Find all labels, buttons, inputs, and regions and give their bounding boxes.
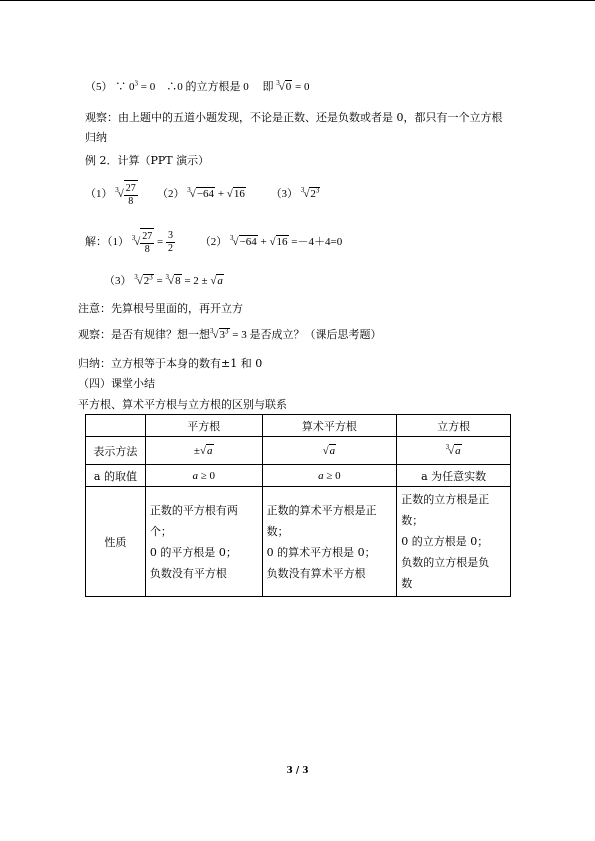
observation-line-2: 归纳 (85, 131, 107, 144)
table-caption: 平方根、算术平方根与立方根的区别与联系 (78, 398, 287, 411)
solution-2-result: =－4＋4=0 (291, 236, 343, 249)
example-2-title: 例 2．计算（PPT 演示） (85, 154, 210, 167)
property-square-root: 正数的平方根有两 个； 0 的平方根是 0； 负数没有平方根 (145, 487, 262, 597)
notation-arithmetic-root: √a (262, 437, 397, 465)
notation-square-root: ±√a (145, 437, 262, 465)
ji-text: 即 (262, 81, 274, 93)
problem-3-label: （3） (270, 188, 299, 201)
top-rule (0, 0, 595, 1)
page-number: 3 / 3 (286, 766, 309, 776)
problem-1-label: （1） (85, 188, 113, 201)
property-arithmetic-root: 正数的算术平方根是正 数； 0 的算术平方根是 0； 负数没有算术平方根 (262, 487, 397, 597)
observation-line-1: 观察：由上题中的五道小题发现，不论是正数、还是负数或者是 0，都只有一个立方根 (85, 111, 503, 124)
statement-text: 0 的立方根是 0 (177, 81, 249, 93)
because-symbol: ∵ (115, 81, 127, 93)
table-notation-row (86, 437, 511, 465)
range-label: a 的取值 (86, 465, 146, 487)
header-cube-root: 立方根 (397, 415, 511, 437)
solution-line-3: （3） $^3√2^3 = ^3√8 = 2 \pm √a$ (104, 273, 223, 287)
solution-3-result: = 2 ± (184, 275, 208, 287)
observation-2: 观察：是否有规律？想一想$^3√3^3 = 3$ 是否成立？（课后思考题） (78, 327, 382, 341)
solution-label: 解：（1） (85, 236, 129, 249)
notation-cube-root: $^3$√a (397, 437, 511, 465)
solution-line-1: 解：（1） $^3$√ $\frac{27}{8}$ = $\frac{3}{2}$ （2） $^3$√−64 + √16 =－4＋4=0 (85, 228, 342, 257)
solution-3-label: （3） (104, 275, 132, 287)
range-square-root: a ≥ 0 (145, 465, 262, 487)
problem-2-label: （2） (157, 188, 185, 201)
solution-2-label: （2） (199, 236, 228, 249)
therefore-symbol: ∴ (166, 81, 178, 93)
notation-label: 表示方法 (86, 437, 146, 465)
range-arithmetic-root: a ≥ 0 (262, 465, 397, 487)
equation-part: = 0 (140, 81, 156, 93)
observation-2-prefix: 观察：是否有规律？想一想 (78, 329, 210, 341)
example-2-problems: （1） $^3$√ $\frac{27}{8}$ （2） $^3$√−64 + √16 （3） $^3√2^3$ (85, 180, 320, 209)
property-cube-root: 正数的立方根是正 数； 0 的立方根是 0； 负数的立方根是负 数 (397, 487, 511, 597)
table-range-row (86, 465, 511, 487)
observation-2-suffix: = 3 是否成立？（课后思考题） (232, 329, 382, 341)
table-property-row (86, 487, 511, 597)
item-number: （5） (85, 81, 113, 93)
equation-part-2: = 0 (295, 81, 310, 93)
table-header-row (86, 415, 511, 437)
summary-heading: （四）课堂小结 (78, 377, 155, 390)
line-5: （5） ∵ $0^3 = 0$ ∴0 的立方根是 0 即 $^3$√0 = 0 (85, 79, 310, 93)
comparison-table (85, 414, 511, 597)
table-corner-cell (86, 415, 146, 437)
note-line: 注意：先算根号里面的，再开立方 (78, 302, 243, 315)
header-arithmetic-root: 算术平方根 (262, 415, 397, 437)
conclusion-line: 归纳：立方根等于本身的数有±1 和 0 (78, 357, 263, 370)
range-cube-root: a 为任意实数 (397, 465, 511, 487)
property-label: 性质 (86, 487, 146, 597)
header-square-root: 平方根 (145, 415, 262, 437)
